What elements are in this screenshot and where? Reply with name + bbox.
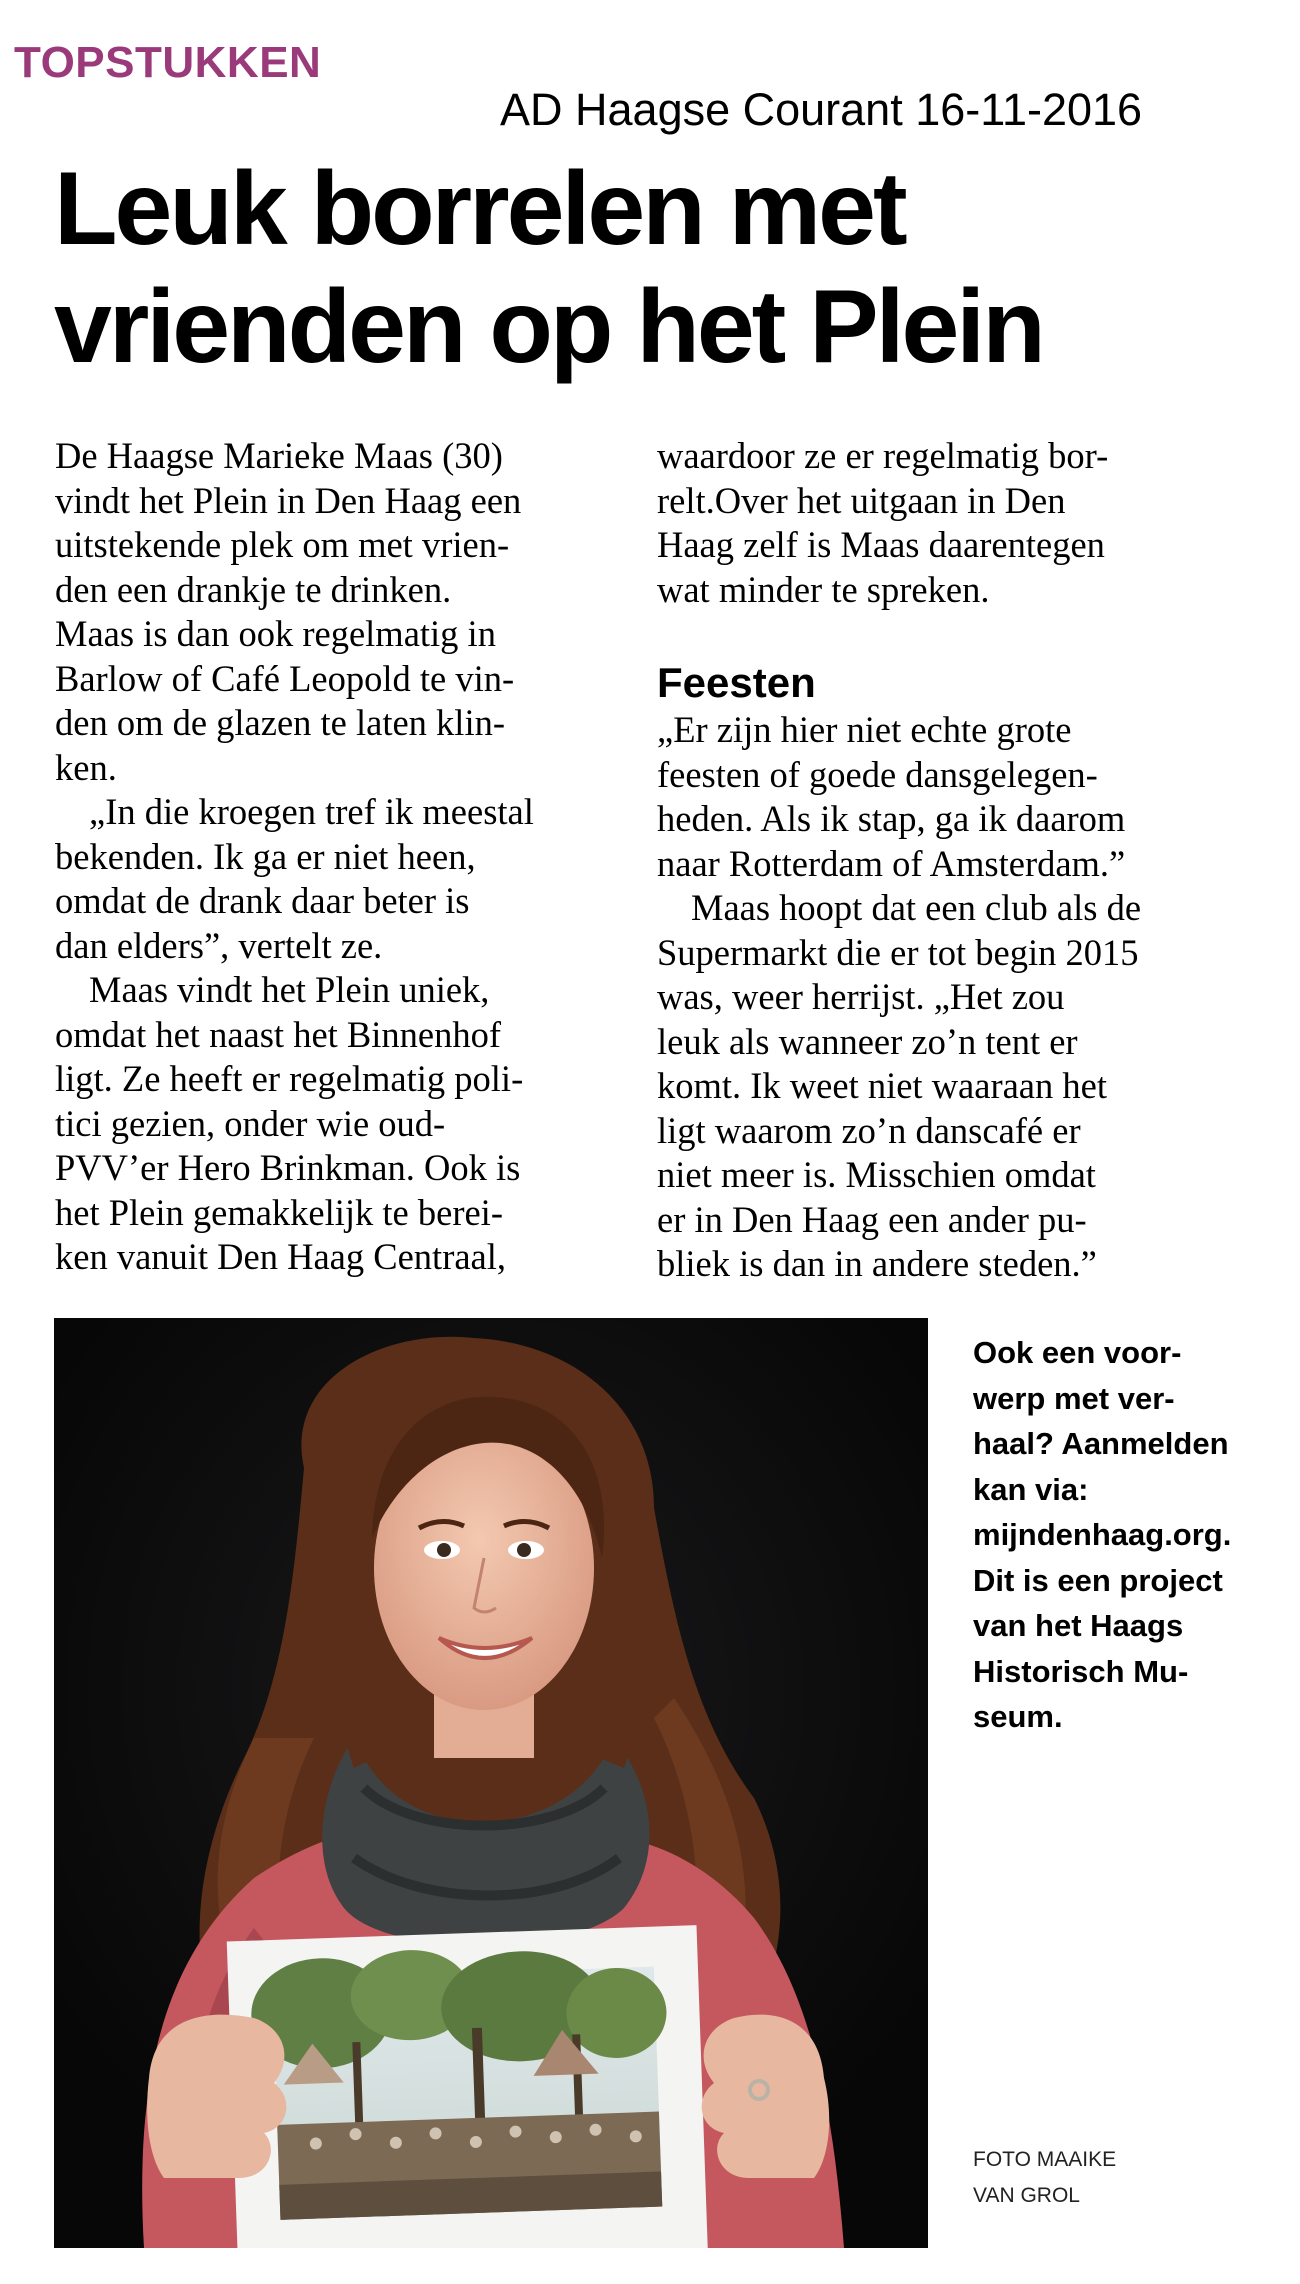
source-dateline: AD Haagse Courant 16-11-2016: [500, 84, 1143, 135]
text-line: den om de glazen te laten klin-: [55, 702, 505, 743]
subheading-feesten: Feesten: [657, 659, 816, 706]
paragraph-quote-kroegen: [55, 790, 625, 968]
text-line: bliek is dan in andere steden.”: [657, 1243, 1097, 1284]
paragraph-continued: [657, 434, 1227, 612]
text-line: „Er zijn hier niet echte grote: [657, 709, 1072, 750]
text-line: komt. Ik weet niet waaraan het: [657, 1065, 1107, 1106]
text-line: waardoor ze er regelmatig bor-: [657, 435, 1109, 476]
text-line: Ook een voor-: [973, 1335, 1182, 1370]
paragraph-spacer: [657, 612, 1227, 658]
text-line: Maas hoopt dat een club als de: [691, 887, 1142, 928]
article-column-right: [657, 434, 1227, 1287]
text-line: ligt waarom zo’n danscafé er: [657, 1109, 1081, 1151]
paragraph-plein-uniek: [55, 968, 625, 1280]
text-line: Maas is dan ook regelmatig in: [55, 613, 496, 654]
text-line: Haag zelf is Maas daarentegen: [657, 524, 1105, 565]
text-line: Barlow of Café Leopold te vin-: [55, 657, 515, 699]
text-line: was, weer herrijst. „Het zou: [657, 976, 1065, 1017]
text-line: naar Rotterdam of Amsterdam.”: [657, 842, 1126, 884]
text-line: het Plein gemakkelijk te berei-: [55, 1191, 503, 1233]
text-line: De Haagse Marieke Maas (30): [55, 435, 503, 476]
section-rubric: TOPSTUKKEN: [14, 38, 322, 87]
text-line: den een drankje te drinken.: [55, 568, 452, 610]
text-line: dan elders”, vertelt ze.: [55, 924, 383, 966]
text-line: leuk als wanneer zo’n tent er: [657, 1020, 1078, 1062]
text-line: uitstekende plek om met vrien-: [55, 524, 510, 565]
text-line: ligt. Ze heeft er regelmatig poli-: [55, 1058, 524, 1099]
text-line: seum.: [973, 1699, 1063, 1734]
text-line: relt.Over het uitgaan in Den: [657, 479, 1066, 521]
text-line: vindt het Plein in Den Haag een: [55, 479, 522, 521]
text-line: feesten of goede dansgelegen-: [657, 753, 1098, 795]
text-line: ken.: [55, 746, 117, 788]
headline: [54, 150, 1274, 386]
paragraph-quote-feesten: [657, 708, 1227, 886]
text-line: werp met ver-: [973, 1380, 1175, 1416]
text-line: Historisch Mu-: [973, 1653, 1189, 1689]
article-column-left: [55, 434, 625, 1280]
text-line: heden. Als ik stap, ga ik daarom: [657, 798, 1126, 839]
paragraph-intro: [55, 434, 625, 790]
text-line: PVV’er Hero Brinkman. Ook is: [55, 1147, 521, 1188]
text-line: omdat het naast het Binnenhof: [55, 1013, 502, 1055]
text-line: Maas vindt het Plein uniek,: [89, 969, 490, 1010]
photo-credit: [973, 2142, 1116, 2214]
text-line: kan via:: [973, 1471, 1089, 1507]
text-line: mijndenhaag.org.: [973, 1517, 1232, 1552]
headline-line-2: vrienden op het Plein: [54, 269, 1043, 385]
paragraph-supermarkt: [657, 886, 1227, 1287]
text-line: tici gezien, onder wie oud-: [55, 1102, 446, 1144]
text-line: VAN GROL: [973, 2184, 1080, 2207]
text-line: er in Den Haag een ander pu-: [657, 1198, 1087, 1240]
text-line: Supermarkt die er tot begin 2015: [657, 931, 1139, 973]
text-line: „In die kroegen tref ik meestal: [89, 791, 534, 832]
text-line: omdat de drank daar beter is: [55, 880, 470, 921]
text-line: van het Haags: [973, 1608, 1184, 1643]
portrait-photo: [54, 1318, 928, 2248]
headline-line-1: Leuk borrelen met: [54, 151, 905, 267]
text-line: haal? Aanmelden: [973, 1426, 1229, 1461]
text-line: ken vanuit Den Haag Centraal,: [55, 1236, 507, 1277]
text-line: wat minder te spreken.: [657, 568, 990, 610]
text-line: Dit is een project: [973, 1562, 1223, 1598]
text-line: niet meer is. Misschien omdat: [657, 1154, 1096, 1195]
text-line: FOTO MAAIKE: [973, 2148, 1117, 2171]
text-line: bekenden. Ik ga er niet heen,: [55, 835, 476, 877]
call-to-action-sidebar: [973, 1330, 1273, 1740]
